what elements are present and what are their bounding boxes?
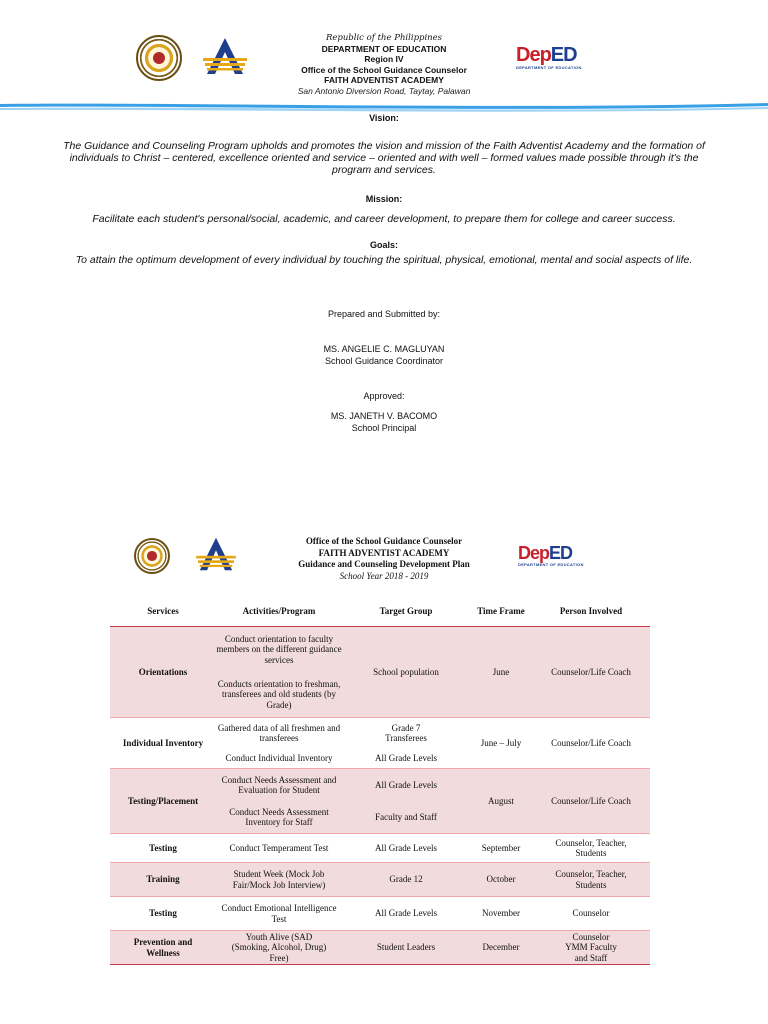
service-cell: Training [110,863,216,897]
service-cell: Orientations [110,627,216,718]
activities-cell: Conduct Emotional Intelligence Test [216,897,342,931]
republic-line: Republic of the Philippines [325,33,443,43]
target-cell: School population [342,627,470,718]
time-cell: September [470,834,532,863]
school-line: FAITH ADVENTIST ACADEMY [324,75,444,85]
prepared-role: School Guidance Coordinator [324,356,444,366]
activity-item: Conduct Individual Inventory [225,752,333,763]
service-cell: Prevention and Wellness [110,931,216,965]
table-row [110,834,650,863]
activity-item: Gathered data of all freshmen and transferees [217,722,341,744]
office-line-2: Office of the School Guidance Counselor [305,536,463,546]
activities-cell: Youth Alive (SAD (Smoking, Alcohol, Drug) Free) [216,931,342,965]
target-cell: Grade 12 [342,863,470,897]
school-line-2: FAITH ADVENTIST ACADEMY [318,547,450,558]
approved-name: MS. JANETH V. BACOMO [330,411,438,421]
header-wave-divider [0,100,768,114]
person-cell: Counselor [532,897,650,931]
time-cell: November [470,897,532,931]
approved-role: School Principal [351,423,417,433]
table-row [110,718,650,769]
plan-title: Guidance and Counseling Development Plan [298,559,470,569]
table-row [110,769,650,834]
table-row [110,627,650,718]
target-cell [342,769,470,834]
activity-item: Conducts orientation to freshman, transferees and old students (by Grade) [217,678,341,710]
time-cell: October [470,863,532,897]
mission-text: Facilitate each student's personal/social, academic, and career development, to prepare them for college and career success. [92,213,676,225]
activities-cell: Conduct Temperament Test [216,834,342,863]
target-item: Faculty and Staff [375,811,437,822]
target-cell: Student Leaders [342,931,470,965]
vision-text: The Guidance and Counseling Program upholds and promotes the vision and mission of the Faith Adventist Academy and the formation of individuals to Christ – centered, excellence oriented and service – oriented and with well – formed values made possible through it's the program and services. [63,140,705,176]
school-year: School Year 2018 - 2019 [339,570,429,581]
activities-cell: Student Week (Mock Job Fair/Mock Job Interview) [216,863,342,897]
goals-title: Goals: [369,240,398,250]
target-cell: All Grade Levels [342,834,470,863]
service-cell: Testing/Placement [110,769,216,834]
person-cell: Counselor, Teacher, Students [532,834,650,863]
address-line: San Antonio Diversion Road, Taytay, Palawan [297,85,471,96]
table-row [110,931,650,965]
region-line: Region IV [364,54,404,64]
service-cell: Testing [110,897,216,931]
activities-cell [216,769,342,834]
goals-text: To attain the optimum development of every individual by touching the spiritual, physical, emotional, mental and social aspects of life. [75,254,693,266]
development-plan-table [110,596,650,965]
school-seal-logo [136,35,182,81]
target-item: All Grade Levels [375,752,437,763]
page1-header [234,33,534,96]
table-row [110,897,650,931]
service-cell: Individual Inventory [110,718,216,769]
prepared-name: MS. ANGELIE C. MAGLUYAN [323,344,445,354]
person-cell: Counselor/Life Coach [532,769,650,834]
time-cell: December [470,931,532,965]
column-header: Person Involved [532,596,650,627]
activity-item: Conduct Needs Assessment Inventory for Staff [229,806,329,827]
time-cell: June [470,627,532,718]
vision-title: Vision: [369,113,399,123]
person-cell: Counselor/Life Coach [532,718,650,769]
column-header: Services [110,596,216,627]
activity-item: Conduct orientation to faculty members on the different guidance services [216,633,342,665]
time-cell: June – July [470,718,532,769]
time-cell: August [470,769,532,834]
service-cell: Testing [110,834,216,863]
person-cell: Counselor/Life Coach [532,627,650,718]
target-cell [342,718,470,769]
target-cell: All Grade Levels [342,897,470,931]
activity-item: Conduct Needs Assessment and Evaluation for Student [221,774,337,795]
activities-cell [216,718,342,769]
column-header: Time Frame [470,596,532,627]
column-header: Activities/Program [216,596,342,627]
page2-header [234,536,534,582]
deped-logo-2: DepED DEPARTMENT OF EDUCATION [518,543,584,567]
target-item: Grade 7 Transferees [385,722,427,744]
person-cell: Counselor, Teacher, Students [532,863,650,897]
deped-logo: DepED DEPARTMENT OF EDUCATION [516,44,582,70]
mission-title: Mission: [365,194,403,204]
activities-cell [216,627,342,718]
office-line: Office of the School Guidance Counselor [301,64,467,75]
table-header-row [110,596,650,627]
department-line: DEPARTMENT OF EDUCATION [321,43,447,54]
school-seal-logo-2 [134,538,170,574]
person-cell: Counselor YMM Faculty and Staff [532,931,650,965]
table-row [110,863,650,897]
approved-label: Approved: [363,391,405,401]
column-header: Target Group [342,596,470,627]
prepared-label: Prepared and Submitted by: [327,309,441,319]
academy-a-logo-2 [196,536,236,572]
target-item: All Grade Levels [375,779,437,790]
